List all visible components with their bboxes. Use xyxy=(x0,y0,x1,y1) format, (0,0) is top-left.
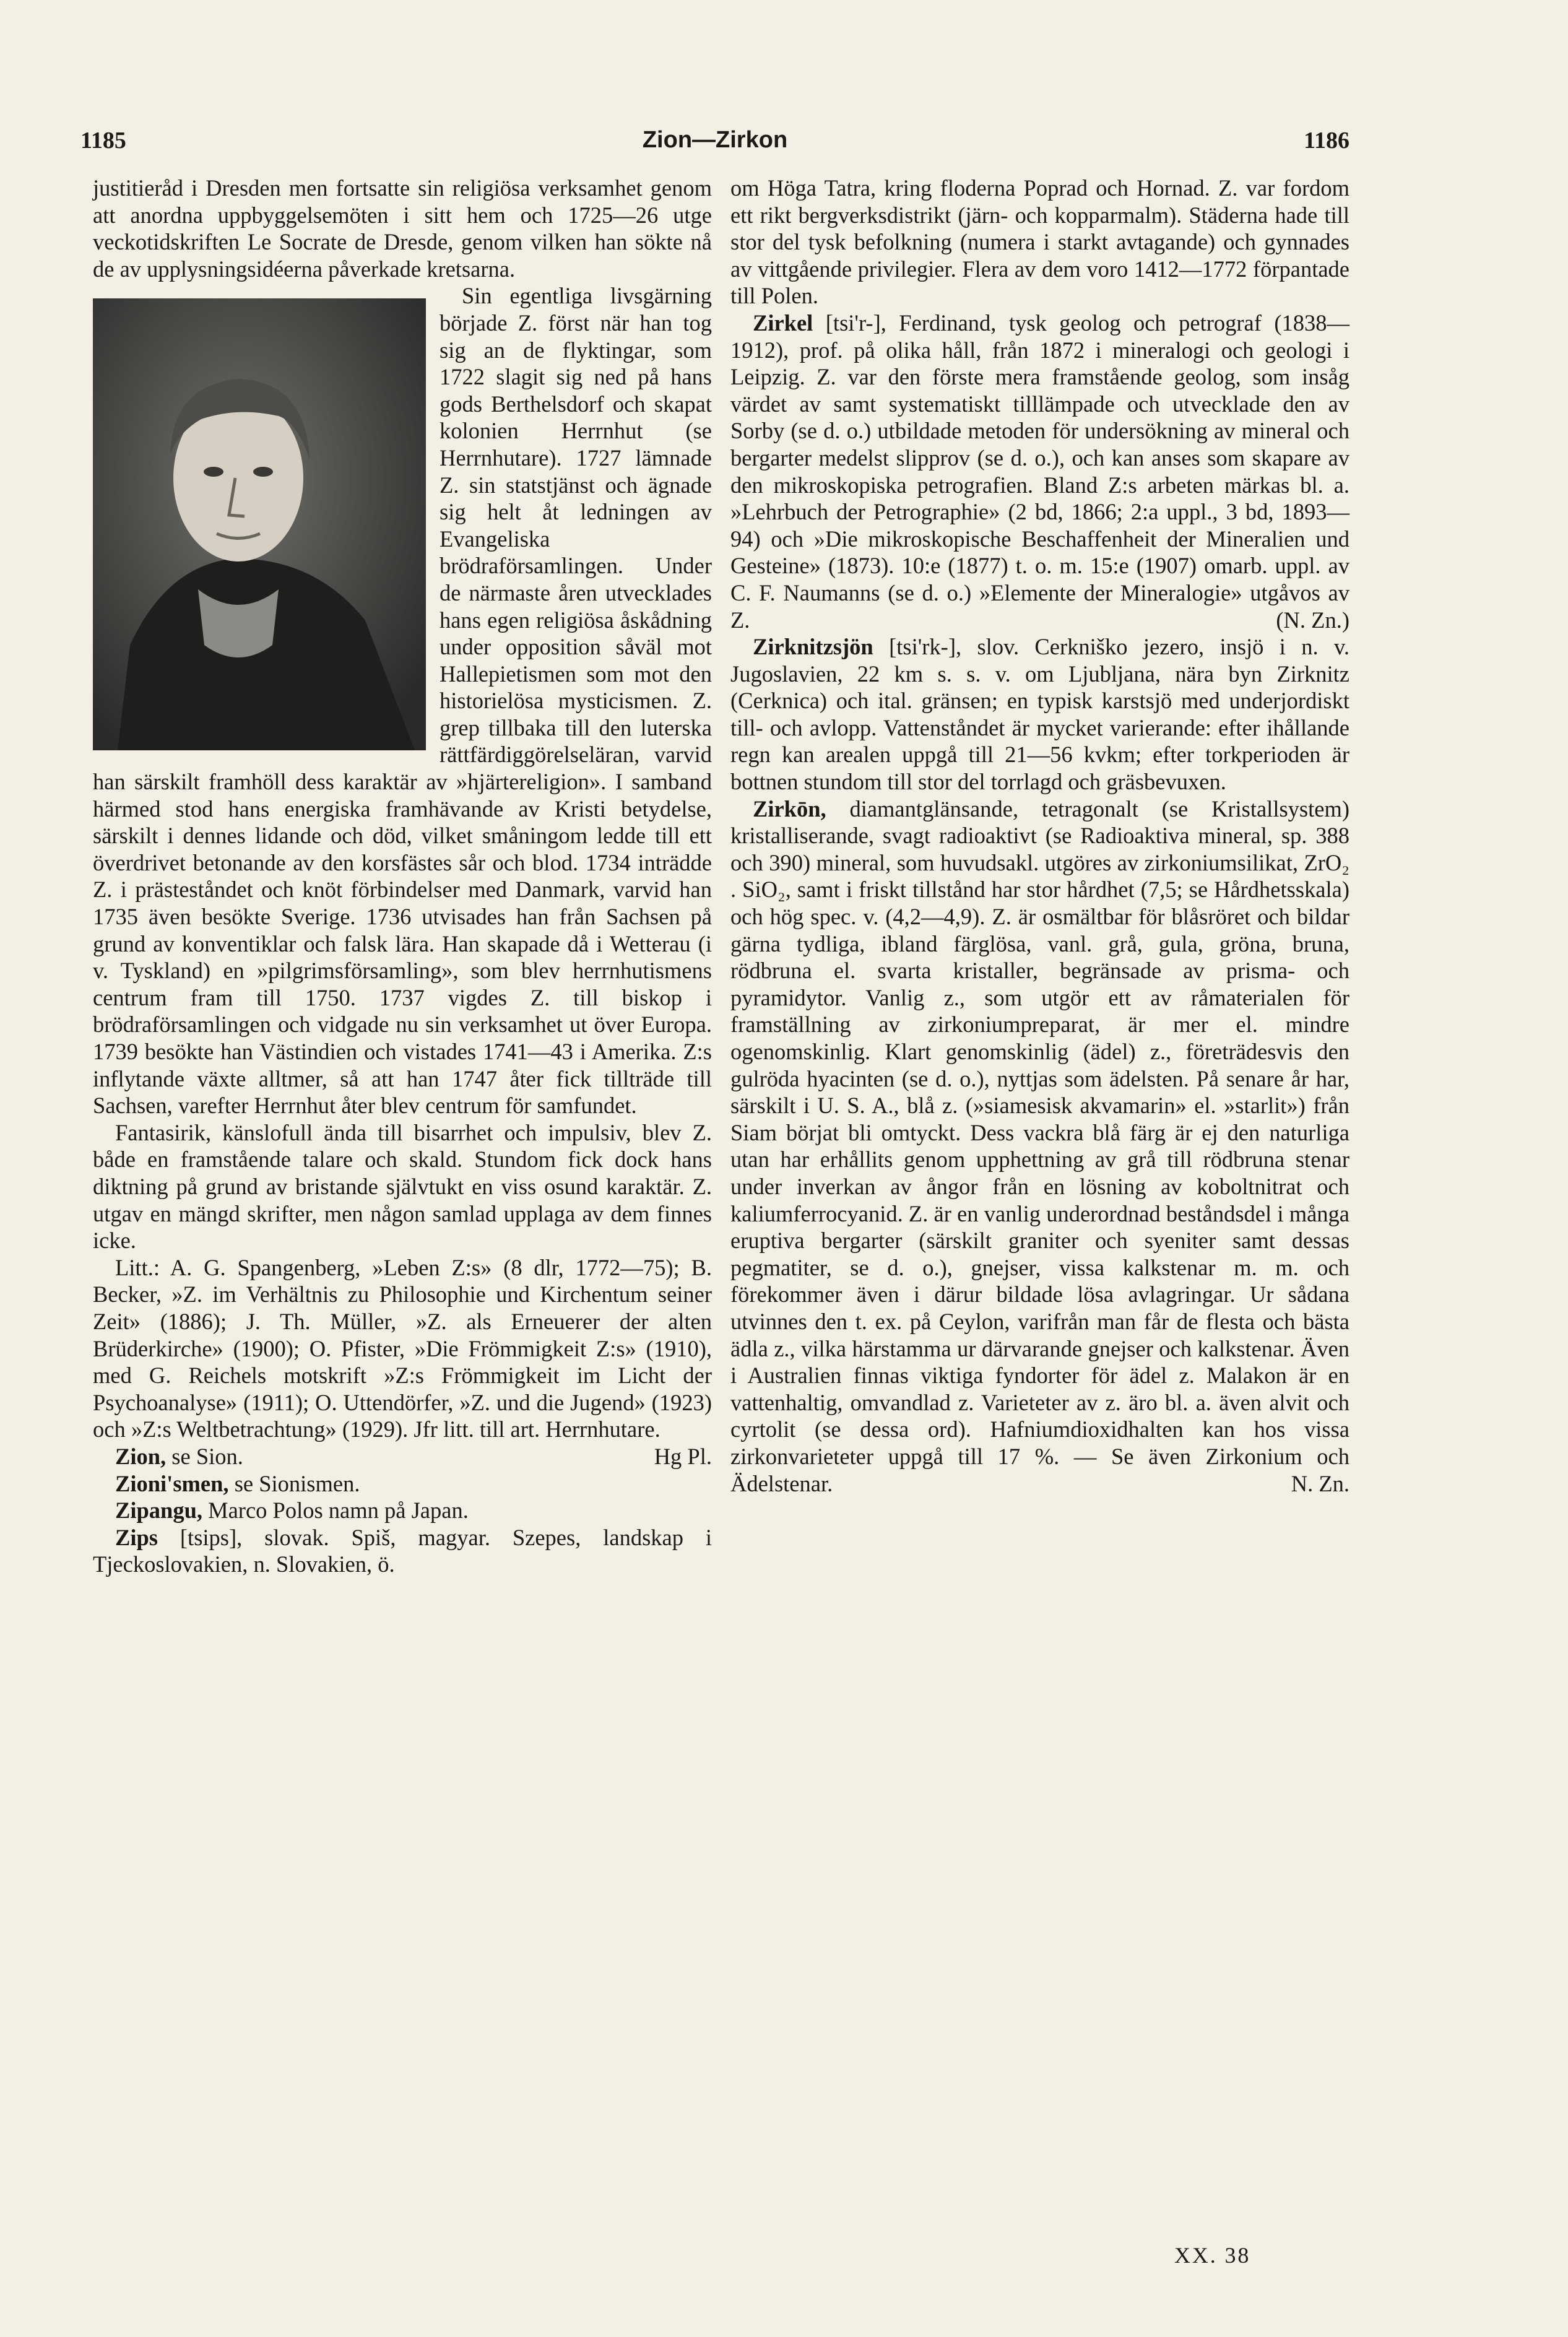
author-signature: N. Zn. xyxy=(1291,1470,1349,1496)
signature-mark: XX. 38 xyxy=(1174,2243,1251,2268)
entry-zion xyxy=(93,1443,712,1470)
page-title: Zion—Zirkon xyxy=(642,127,788,153)
entry-headword: Zirkel xyxy=(753,310,813,336)
literature-text: Litt.: A. G. Spangenberg, »Leben Z:s» (8 dlr, 1772—75); B. Becker, »Z. im Verhältnis zu Philosophie und Kirchentum seiner Zeit» (1886); J. Th. Müller, »Z. als Erneuerer der alten Brüderkirche» (1900); O. Pfister, »Die Frömmigkeit Z:s» (1910), med G. Reichels motskrift »Z:s Frömmigkeit im Licht der Psychoanalyse» (1911); O. Uttendörfer, »Z. und die Jugend» (1923) och »Z:s Weltbetrachtung» (1929). Jfr litt. till art. Herrnhutare. xyxy=(93,1254,712,1442)
right-column xyxy=(730,175,1349,1497)
entry-text: [tsi'r-], Ferdinand, tysk geolog och petrograf (1838—1912), prof. på olika håll, från 1872 i mineralogi och geologi i Leipzig. Z. var den förste mera framstående geolog, som insåg värdet av samt systematiskt tilllämpade och utvecklade den av Sorby (se d. o.) utbildade metoden för undersökning av mineral och bergarter medelst slipprov (se d. o.), och kan anses som skapare av den mikroskopiska petrografien. Bland Z:s arbeten märkas bl. a. »Lehrbuch der Petrographie» (2 bd, 1866; 2:a uppl., 3 bd, 1893—94) och »Die mikroskopische Beschaffenheit der Mineralien und Gesteine» (1873). 10:e (1877) t. o. m. 15:e (1907) omarb. uppl. av C. F. Naumanns (se d. o.) »Elemente der Mineralogie» utgåvos av Z. xyxy=(730,310,1349,633)
zinzendorf-continuation: justitieråd i Dresden men fortsatte sin religiösa verksamhet genom att anordna uppbyggelsemöten i sitt hem och 1725—26 utge veckotidskriften Le Socrate de Dresde, genom vilken han sökte nå de av upplysningsidéerna påverkade kretsarna. xyxy=(93,175,712,282)
entry-text: [tsi'rk-], slov. Cerkniško jezero, insjö i n. v. Jugoslavien, 22 km s. s. v. om Ljubljana, nära byn Zirknitz (Cerknica) och ital. gränsen; en typisk karstsjö med underjordiskt till- och avlopp. Vattenståndet är mycket varierande: efter ihållande regn kan arealen uppgå till 21—56 kvkm; efter torkperioden är bottnen stundom till stor del torrlagd och gräsbevuxen. xyxy=(730,634,1350,795)
page-number-left: 1185 xyxy=(80,128,126,154)
entry-text: se Sion. xyxy=(171,1443,243,1469)
entry-headword: Zips xyxy=(115,1524,158,1550)
entry-zips xyxy=(93,1524,712,1578)
zips-continuation: om Höga Tatra, kring floderna Poprad och Hornad. Z. var fordom ett rikt bergverksdistrikt (järn- och kopparmalm). Städerna hade till stor del tysk befolkning (numera i starkt avtagande) och gynnades av vittgående privilegier. Flera av dem voro 1412—1772 förpantade till Polen. xyxy=(730,175,1349,309)
author-signature: (N. Zn.) xyxy=(1276,607,1349,633)
entry-zirkel xyxy=(730,310,1349,633)
entry-text: Marco Polos namn på Japan. xyxy=(208,1498,469,1524)
entry-zirkon xyxy=(730,796,1349,1497)
entry-headword: Zirknitzsjön xyxy=(753,634,873,660)
entry-text: diamantglänsande, tetragonalt (se Kristallsystem) kristalliserande, svagt radioaktivt (se Radioaktiva mineral, sp. 388 och 390) mineral, som huvudsakl. utgöres av zirkoniumsilikat, ZrO₂ . SiO₂, samt i friskt tillstånd har stor hårdhet (7,5; se Hårdhetsskala) och hög spec. v. (4,2—4,9). Z. är osmältbar för blåsröret och bildar gärna tydliga, ibland färglösa, vanl. grå, gula, gröna, bruna, rödbruna el. svarta kristaller, begränsade av prisma- och pyramidytor. Vanlig z., som utgör ett av råmaterialen för framställning av zirkoniumpreparat, är mer el. mindre ogenomskinlig. Klart genomskinlig (ädel) z., företrädesvis den gulröda hyacinten (se d. o.), nyttjas som ädelsten. På senare år har, särskilt i U. S. A., blå z. (»siamesisk akvamarin» el. »starlit») från Siam börjat bli omtyckt. Dess vackra blå färg är ej den naturliga utan har erhållits genom upphettning av grå till rödbruna stenar under inverkan av ångor från en lösning av koboltnitrat och kaliumferrocyanid. Z. är en vanlig underordnad beståndsdel i många eruptiva bergarter (särskilt graniter och syeniter samt dessas pegmatiter, se d. o.), gnejser, vissa kalkstenar m. m. och förekommer även i därur bildade lösa avlagringar. Ur sådana utvinnes den t. ex. på Ceylon, varifrån man får de flesta och bästa ädla z., vilka härstamma ur därvarande gnejser och kalkstenar. Även i Australien finnas viktiga fyndorter för ädel z. Malakon är en vattenhaltig, omvandlad z. Varieteter av z. äro bl. a. även alvit och cyrtolit (se dessa ord). Hafniumdioxidhalten kan hos vissa zirkonvarieteter uppgå till 17 %. — Se även Zirkonium och Ädelstenar. xyxy=(730,796,1350,1496)
entry-headword: Zirkōn, xyxy=(753,796,826,822)
left-column xyxy=(93,175,712,1578)
entry-headword: Zioni'smen, xyxy=(115,1470,229,1496)
author-signature: Hg Pl. xyxy=(654,1443,712,1469)
portrait-engraving-icon xyxy=(93,298,426,750)
entry-text: se Sionismen. xyxy=(234,1470,360,1496)
entry-zipangu xyxy=(93,1497,712,1524)
zinzendorf-character-paragraph: Fantasirik, känslofull ända till bisarrhet och impulsiv, blev Z. både en framstående talare och skald. Stundom fick dock hans diktning på grund av bristande självtukt en viss osund karaktär. Z. utgav en mängd skrifter, men någon samlad upplaga av dem finnes icke. xyxy=(93,1119,712,1254)
entry-zionismen xyxy=(93,1470,712,1498)
entry-text: [tsips], slovak. Spiš, magyar. Szepes, landskap i Tjeckoslovakien, n. Slovakien, ö. xyxy=(93,1524,713,1577)
page-number-right: 1186 xyxy=(1304,128,1349,154)
page-header xyxy=(80,127,1349,164)
entry-zirknitzsjon xyxy=(730,633,1349,796)
zinzendorf-life-paragraph: Sin egentliga livsgärning började Z. först när han tog sig an de flyktingar, som 1722 slagit sig ned på hans gods Berthelsdorf och skapat kolonien Herrnhut (se Herrnhutare). 1727 lämnade Z. sin statstjänst och ägnade sig helt åt ledningen av Evangeliska brödraförsamlingen. Under de närmaste åren utvecklades hans egen religiösa åskådning under opposition såväl mot Hallepietismen som mot den historielösa mysticismen. Z. grep tillbaka till den luterska rättfärdiggörelseläran, varvid han särskilt framhöll dess karaktär av »hjärtereligion». I samband härmed stod hans energiska framhävande av Kristi betydelse, särskilt i dennes lidande och död, vilket småningom ledde till ett överdrivet betonande av den korsfästes sår och blod. 1734 inträdde Z. i prästeståndet och knöt förbindelser med Danmark, varvid han 1735 även besökte Sverige. 1736 utvisades han från Sachsen på grund av konventiklar och falsk lära. Han skapade då i Wetterau (i v. Tyskland) en »pilgrimsförsamling», som blev herrnhutismens centrum fram till 1750. 1737 vigdes Z. till biskop i brödraförsamlingen och vidgade nu sin verksamhet ut över Europa. 1739 besökte han Västindien och vistades 1741—43 i Amerika. Z:s inflytande växte alltmer, så att han 1747 åter fick tillträde till Sachsen, varefter Herrnhut åter blev centrum för samfundet. xyxy=(93,283,712,1119)
entry-headword: Zion, xyxy=(115,1443,167,1469)
entry-headword: Zipangu, xyxy=(115,1498,203,1524)
